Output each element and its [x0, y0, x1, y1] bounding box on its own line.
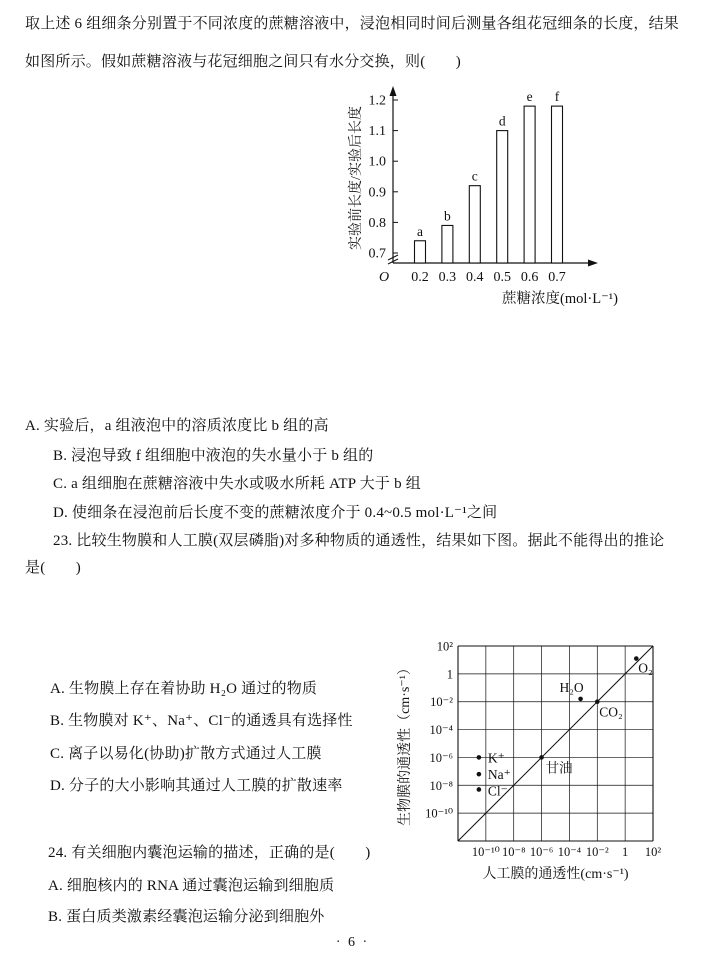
svg-text:0.7: 0.7	[368, 246, 386, 262]
q24-option-b: B. 蛋白质类激素经囊泡运输分泌到细胞外	[48, 909, 325, 925]
svg-text:10⁻²: 10⁻²	[585, 845, 609, 859]
svg-text:蔗糖浓度(mol·L⁻¹): 蔗糖浓度(mol·L⁻¹)	[502, 291, 618, 307]
q23-stem-line-2: 是( )	[25, 560, 81, 576]
svg-text:10²: 10²	[644, 845, 662, 859]
q23-option-d: D. 分子的大小影响其通过人工膜的扩散速率	[50, 778, 343, 794]
q22-option-c: C. a 组细胞在蔗糖溶液中失水或吸水所耗 ATP 大于 b 组	[53, 476, 421, 492]
svg-text:10⁻¹⁰: 10⁻¹⁰	[471, 845, 500, 859]
svg-text:1: 1	[446, 667, 453, 682]
svg-text:a: a	[417, 223, 423, 239]
svg-text:0.2: 0.2	[411, 270, 429, 285]
page-number: · 6 ·	[335, 935, 370, 950]
svg-text:1.2: 1.2	[368, 93, 386, 109]
svg-text:1.1: 1.1	[368, 124, 386, 140]
q23-stem-line-1: 23. 比较生物膜和人工膜(双层磷脂)对多种物质的通透性，结果如下图。据此不能得出的推论	[53, 533, 665, 549]
svg-text:10⁻⁶: 10⁻⁶	[529, 845, 554, 859]
svg-text:10⁻⁴: 10⁻⁴	[557, 845, 582, 859]
svg-text:0.8: 0.8	[368, 215, 386, 231]
svg-text:c: c	[471, 168, 478, 184]
svg-text:b: b	[444, 208, 451, 224]
q22-option-b: B. 浸泡导致 f 组细胞中液泡的失水量小于 b 组的	[53, 448, 374, 464]
svg-text:f: f	[554, 89, 560, 105]
svg-text:0.3: 0.3	[438, 270, 457, 285]
membrane-permeability-scatter-chart	[395, 628, 705, 883]
svg-text:10⁻⁴: 10⁻⁴	[429, 723, 453, 738]
svg-text:10⁻⁸: 10⁻⁸	[429, 778, 453, 793]
q22-option-d: D. 使细条在浸泡前后长度不变的蔗糖浓度介于 0.4~0.5 mol·L⁻¹之间	[53, 505, 498, 521]
q23-option-c: C. 离子以易化(协助)扩散方式通过人工膜	[50, 746, 322, 762]
svg-text:O₂: O₂	[638, 660, 653, 676]
svg-text:实验前长度/实验后长度: 实验前长度/实验后长度	[349, 106, 364, 250]
svg-text:1.0: 1.0	[368, 154, 386, 170]
svg-text:e: e	[526, 89, 533, 105]
q22-option-a: A. 实验后，a 组液泡中的溶质浓度比 b 组的高	[25, 418, 329, 434]
q22-intro-line-2: 如图所示。假如蔗糖溶液与花冠细胞之间只有水分交换，则( )	[25, 54, 461, 70]
svg-text:10⁻²: 10⁻²	[430, 695, 453, 710]
svg-text:Na⁺: Na⁺	[487, 767, 511, 783]
svg-text:0.5: 0.5	[493, 270, 511, 285]
q24-option-a: A. 细胞核内的 RNA 通过囊泡运输到细胞质	[48, 878, 335, 894]
svg-text:生物膜的通透性（cm·s⁻¹）: 生物膜的通透性（cm·s⁻¹）	[398, 661, 413, 826]
svg-text:甘油: 甘油	[545, 760, 573, 776]
svg-text:0.6: 0.6	[520, 270, 539, 285]
q24-stem: 24. 有关细胞内囊泡运输的描述，正确的是( )	[48, 845, 371, 861]
svg-text:Cl⁻: Cl⁻	[487, 783, 508, 799]
sucrose-bar-chart	[340, 84, 675, 319]
svg-text:0.4: 0.4	[466, 270, 484, 285]
svg-text:人工膜的通透性(cm·s⁻¹): 人工膜的通透性(cm·s⁻¹)	[482, 867, 629, 882]
q22-intro-line-1: 取上述 6 组细条分别置于不同浓度的蔗糖溶液中，浸泡相同时间后测量各组花冠细条的长度，结果	[25, 16, 680, 32]
svg-text:d: d	[498, 113, 506, 129]
svg-text:1: 1	[622, 845, 629, 859]
q23-option-b: B. 生物膜对 K⁺、Na⁺、Cl⁻的通透具有选择性	[50, 713, 353, 729]
svg-text:10⁻¹⁰: 10⁻¹⁰	[425, 806, 453, 821]
q23-option-a: A. 生物膜上存在着协助 H₂O 通过的物质	[50, 681, 318, 697]
svg-text:K⁺: K⁺	[487, 750, 505, 766]
svg-text:10²: 10²	[436, 639, 453, 654]
svg-text:10⁻⁸: 10⁻⁸	[501, 845, 526, 859]
svg-text:10⁻⁶: 10⁻⁶	[429, 750, 453, 765]
svg-text:CO₂: CO₂	[599, 704, 623, 720]
svg-text:0.9: 0.9	[368, 185, 386, 201]
svg-text:0.7: 0.7	[548, 270, 566, 285]
svg-text:H₂O: H₂O	[559, 679, 584, 695]
svg-text:O: O	[378, 270, 390, 285]
